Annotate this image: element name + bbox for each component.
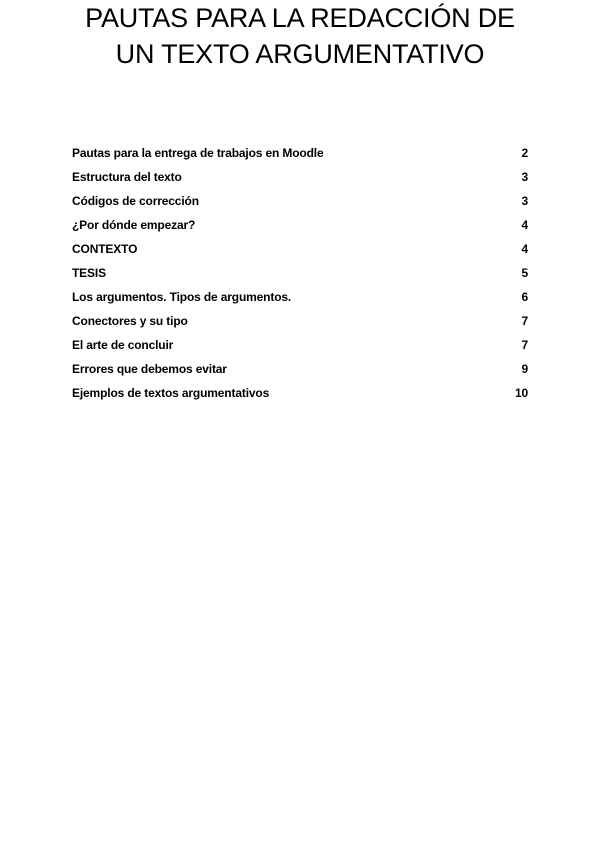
toc-entry-page: 2 (521, 146, 528, 160)
table-of-contents (72, 141, 528, 405)
toc-entry[interactable] (72, 381, 528, 405)
toc-entry-page: 9 (521, 362, 528, 376)
toc-entry-label: Pautas para la entrega de trabajos en Moodle (72, 146, 324, 160)
toc-entry-page: 3 (521, 194, 528, 208)
toc-entry-page: 10 (514, 386, 528, 400)
toc-entry-label: Errores que debemos evitar (72, 362, 227, 376)
toc-entry-label: ¿Por dónde empezar? (72, 218, 196, 232)
toc-entry[interactable] (72, 237, 528, 261)
toc-entry[interactable] (72, 285, 528, 309)
toc-entry-page: 6 (521, 290, 528, 304)
toc-entry-label: CONTEXTO (72, 242, 138, 256)
toc-entry-label: Ejemplos de textos argumentativos (72, 386, 270, 400)
toc-entry[interactable] (72, 189, 528, 213)
toc-entry-label: Conectores y su tipo (72, 314, 188, 328)
toc-entry-page: 3 (521, 170, 528, 184)
toc-entry[interactable] (72, 141, 528, 165)
toc-entry[interactable] (72, 261, 528, 285)
toc-entry[interactable] (72, 333, 528, 357)
toc-entry-page: 5 (521, 266, 528, 280)
toc-entry-label: Códigos de corrección (72, 194, 199, 208)
toc-entry[interactable] (72, 357, 528, 381)
toc-entry[interactable] (72, 213, 528, 237)
document-title-line-2: UN TEXTO ARGUMENTATIVO (115, 39, 485, 69)
toc-entry-page: 7 (521, 314, 528, 328)
document-title (0, 0, 600, 72)
toc-entry-page: 4 (521, 242, 528, 256)
toc-entry-page: 7 (521, 338, 528, 352)
toc-entry-label: TESIS (72, 266, 106, 280)
document-title-line-1: PAUTAS PARA LA REDACCIÓN DE (85, 3, 515, 33)
toc-entry[interactable] (72, 309, 528, 333)
toc-entry-label: Estructura del texto (72, 170, 182, 184)
toc-entry[interactable] (72, 165, 528, 189)
toc-entry-page: 4 (521, 218, 528, 232)
toc-entry-label: Los argumentos. Tipos de argumentos. (72, 290, 292, 304)
toc-entry-label: El arte de concluir (72, 338, 174, 352)
